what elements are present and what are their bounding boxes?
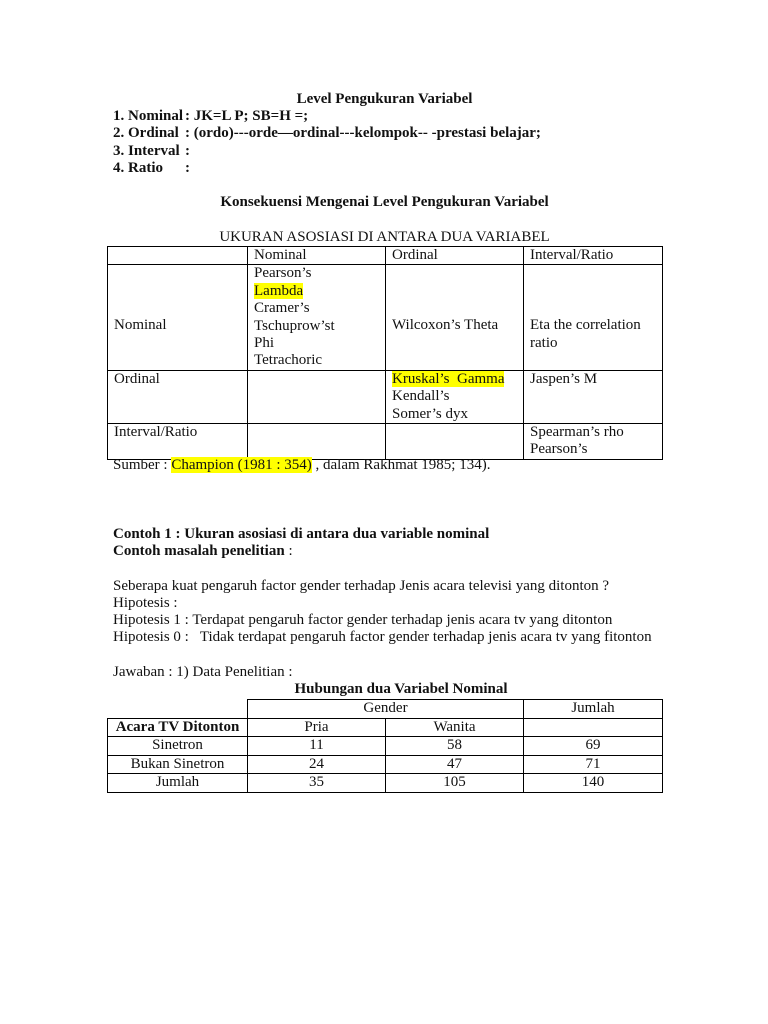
crosstab-header-row (108, 700, 663, 719)
subheader-empty (524, 719, 663, 737)
measure-item: Tschuprow’st (254, 317, 335, 334)
cell-wanita: 58 (386, 737, 524, 755)
row-label: Jumlah (108, 774, 248, 792)
cell-ordinal-ordinal (386, 370, 524, 423)
total-header: Jumlah (524, 700, 663, 719)
level-item-ratio (113, 160, 190, 177)
level-value: : (185, 160, 190, 176)
level-value: : (ordo)---orde—ordinal---kelompok-- -prestasi belajar; (185, 125, 541, 141)
row-header-interval-ratio: Interval/Ratio (108, 424, 248, 460)
row-label: Sinetron (108, 737, 248, 755)
table-row-ordinal (108, 370, 663, 423)
cell-pria: 11 (248, 737, 386, 755)
table-caption: UKURAN ASOSIASI DI ANTARA DUA VARIABEL (219, 229, 550, 245)
table-row (108, 755, 663, 773)
cell-nominal-nominal (248, 265, 386, 370)
source-prefix: Sumber : (113, 457, 172, 473)
measure-item: Jaspen’s M (530, 370, 598, 387)
crosstab-corner-cell (108, 700, 248, 719)
measure-item: Kendall’s (392, 388, 450, 405)
measure-item: Pearson’s (254, 265, 312, 282)
table-corner-cell (108, 247, 248, 265)
level-label: 4. Ratio (113, 160, 163, 176)
row-variable-header: Acara TV Ditonton (108, 719, 248, 737)
level-value: : JK=L P; SB=H =; (185, 108, 309, 124)
hypothesis-1: Hipotesis 1 : Terdapat pengaruh factor gender terhadap jenis acara tv yang ditonton (113, 612, 613, 628)
source-citation: Champion (1981 : 354) (171, 457, 312, 473)
measure-item: Spearman’s rho (530, 424, 624, 441)
problem-label: Contoh masalah penelitian (113, 543, 285, 559)
hypothesis-0: Hipotesis 0 : Tidak terdapat pengaruh factor gender terhadap jenis acara tv yang fitonton (113, 629, 652, 645)
level-item-ordinal (113, 125, 541, 142)
problem-suffix: : (284, 543, 293, 559)
gender-header: Gender (248, 700, 524, 719)
research-question: Seberapa kuat pengaruh factor gender terhadap Jenis acara televisi yang ditonton ? (113, 578, 610, 594)
cell-pria: 24 (248, 755, 386, 773)
cell-nominal-ordinal (386, 265, 524, 370)
column-header-nominal: Nominal (248, 247, 386, 265)
level-item-nominal (113, 108, 308, 125)
cell-wanita: 105 (386, 774, 524, 792)
measure-item: Eta the correlation ratio (530, 317, 641, 351)
cell-interval-nominal-empty (248, 424, 386, 460)
level-label: 1. Nominal (113, 108, 184, 124)
table-row-nominal (108, 265, 663, 370)
cell-jumlah: 71 (524, 755, 663, 773)
cell-ordinal-nominal-empty (248, 370, 386, 423)
crosstab-title: Hubungan dua Variabel Nominal (294, 681, 508, 697)
column-header-ordinal: Ordinal (386, 247, 524, 265)
problem-heading (113, 543, 293, 560)
hypotheses-label: Hipotesis : (113, 595, 178, 611)
crosstab-table (107, 699, 663, 793)
source-line (113, 457, 490, 474)
answer-line: Jawaban : 1) Data Penelitian : (113, 664, 293, 680)
table-header-row (108, 247, 663, 265)
cell-pria: 35 (248, 774, 386, 792)
measure-item: Wilcoxon’s Theta (392, 317, 499, 334)
row-header-ordinal: Ordinal (108, 370, 248, 423)
subheader-pria: Pria (248, 719, 386, 737)
association-table (107, 246, 663, 460)
cell-ordinal-interval-ratio (524, 370, 663, 423)
crosstab-subheader-row (108, 719, 663, 737)
highlighted-measure: Kruskal’s Gamma (392, 370, 505, 387)
table-row-total (108, 774, 663, 792)
doc-title: Level Pengukuran Variabel (296, 91, 473, 107)
column-header-interval-ratio: Interval/Ratio (524, 247, 663, 265)
measure-item: Cramer’s (254, 300, 310, 317)
level-value: : (185, 143, 190, 159)
cell-interval-ordinal-empty (386, 424, 524, 460)
example-heading: Contoh 1 : Ukuran asosiasi di antara dua variable nominal (113, 526, 490, 542)
source-suffix: , dalam Rakhmat 1985; 134). (311, 457, 491, 473)
measure-item: Phi (254, 335, 275, 352)
highlighted-measure: Lambda (254, 282, 304, 299)
measure-item: Pearson’s (530, 441, 588, 458)
level-label: 2. Ordinal (113, 125, 179, 141)
cell-interval-interval-ratio (524, 424, 663, 460)
cell-jumlah: 69 (524, 737, 663, 755)
measure-item-highlighted (392, 371, 517, 388)
measure-item-highlighted (254, 283, 379, 300)
level-item-interval (113, 143, 190, 160)
level-label: 3. Interval (113, 143, 180, 159)
table-row (108, 737, 663, 755)
row-header-nominal: Nominal (108, 265, 248, 370)
cell-wanita: 47 (386, 755, 524, 773)
subheader-wanita: Wanita (386, 719, 524, 737)
table-row-interval-ratio (108, 424, 663, 460)
row-label: Bukan Sinetron (108, 755, 248, 773)
measure-item: Tetrachoric (254, 352, 323, 369)
cell-nominal-interval-ratio (524, 265, 663, 370)
cell-jumlah: 140 (524, 774, 663, 792)
measure-item: Somer’s dyx (392, 405, 468, 422)
section-title: Konsekuensi Mengenai Level Pengukuran Variabel (220, 194, 549, 210)
